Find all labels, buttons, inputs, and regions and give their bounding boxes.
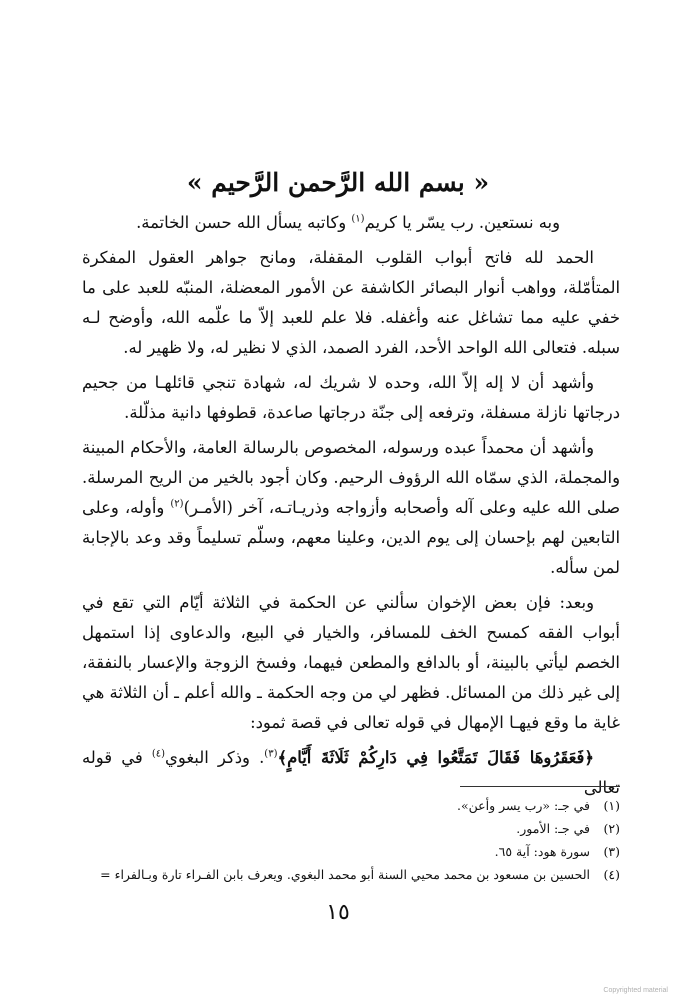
footnote-item <box>56 840 620 863</box>
footnote-number: (٣) <box>603 844 620 859</box>
paragraph-opening-tail: وكاتبه يسأل الله حسن الخاتمة. <box>136 213 352 232</box>
paragraph-verse-mid: . وذكر البغوي <box>165 748 265 767</box>
footnote-text: في جـ: «رب يسر وأعن». <box>457 798 590 813</box>
paragraph-praise: الحمد لله فاتح أبواب القلوب المقفلة، ومانح جواهر العقول المفكرة المتأمّلة، وواهب أنوار البصائر الكاشفة عن الأمور المعضلة، المنبّه للعبد على ما خفي عليه مما تشاغل عنه وأغفله. فلا علم للعبد إلاّ ما علّمه الله، وأوضح لـه سبله. فتعالى الله الواحد الأحد، الفرد الصمد، الذي لا نظير له، ولا ظهير له. <box>82 248 620 357</box>
footnote-number: (٢) <box>603 821 620 836</box>
paragraph-opening <box>82 208 620 238</box>
page-number: ١٥ <box>326 900 350 925</box>
footnote-text: سورة هود: آية ٦٥. <box>494 844 590 859</box>
paragraph-opening-text: وبه نستعين. رب يسّر يا كريم <box>364 213 560 232</box>
footnote-text: الحسين بن مسعود بن محمد محيي السنة أبو محمد البغوي. ويعرف بابن الفـراء تارة وبـالفراء = <box>100 867 590 882</box>
footnote-ref: (٢) <box>170 498 184 510</box>
footnote-ref: (٣) <box>264 748 278 760</box>
footnote-number: (٤) <box>603 867 620 882</box>
footnote-ref: (١) <box>351 213 365 225</box>
paragraph-prophet-text: وأشهد أن محمداً عبده ورسوله، المخصوص بالرسالة العامة، والأحكام المبينة والمجملة، الذي سمّاه الله الرؤوف الرحيم. وكان أجود بالخير من الريح المرسلة. صلى الله عليه وعلى آله وأصحابه وأزواجه وذريـاتـه، آخر (الأمـر) <box>82 438 620 517</box>
footnote-number: (١) <box>603 798 620 813</box>
footnote-item <box>56 863 620 886</box>
paragraph-prophet <box>82 433 620 583</box>
copyright-watermark: Copyrighted material <box>603 987 668 994</box>
footnote-item <box>56 794 620 817</box>
main-text <box>82 208 620 808</box>
basmala-heading: « بسم الله الرَّحمن الرَّحيم » <box>186 168 490 197</box>
quran-verse: ﴿فَعَقَرُوهَا فَقَالَ تَمَتَّعُوا فِي دَارِكُمْ ثَلَاثَةَ أَيَّامٍ﴾ <box>277 748 594 767</box>
footnote-ref: (٤) <box>151 748 166 760</box>
footnotes <box>56 794 620 886</box>
footnote-divider <box>460 786 620 787</box>
paragraph-verse-tail: في قوله تعالى <box>82 748 620 797</box>
paragraph-prophet-tail: وأوله، وعلى التابعين لهم بإحسان إلى يوم الدين، وعلينا معهم، وسلّم تسليماً وقد وعد بالإجابة لمن سأله. <box>82 498 620 577</box>
footnote-text: في جـ: الأمور. <box>516 821 590 836</box>
paragraph-question: وبعد: فإن بعض الإخوان سألني عن الحكمة في الثلاثة أيّام التي تقع في أبواب الفقه كمسح الخف للمسافر، والخيار في البيع، والدعاوى إذا استمهل الخصم ليأتي بالبينة، أو بالدافع والمطعن فيهما، وفسخ الزوجة والإعسار بالنفقة، إلى غير ذلك من المسائل. فظهر لي من وجه الحكمة ـ والله أعلم ـ أن الثلاثة هي غاية ما وقع فيهـا الإمهال في قوله تعالى في قصة ثمود: <box>82 593 620 732</box>
paragraph-shahada: وأشهد أن لا إله إلاّ الله، وحده لا شريك له، شهادة تنجي قائلهـا من جحيم درجاتها نازلة مسفلة، وترفعه إلى جنّة درجاتها صاعدة، قطوفها دانية مذلّلة. <box>82 373 620 422</box>
footnote-item <box>56 817 620 840</box>
